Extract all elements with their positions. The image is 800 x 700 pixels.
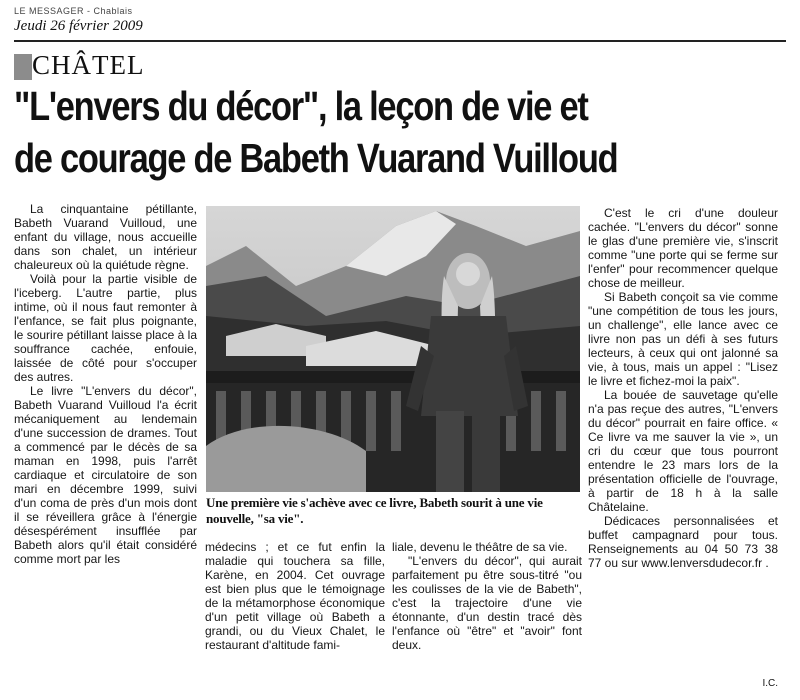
paragraph: C'est le cri d'une douleur cachée. "L'envers du décor" sonne le glas d'une première vie, s'inscrit comme "une porte qui se ferme sur l'enfer" pour recommencer quelque chose de meilleur. [588, 206, 778, 290]
section-marker [14, 54, 32, 80]
photo-caption: Une première vie s'achève avec ce livre, Babeth sourit à une vie nouvelle, "sa vie". [206, 495, 543, 526]
article-headline [14, 80, 669, 184]
section-heading [14, 51, 144, 82]
photo-mountain-chalet [206, 206, 580, 492]
paragraph: La cinquantaine pétillante, Babeth Vuarand Vuilloud, une enfant du village, nous accueille dans son chalet, un intérieur chaleureux où la quiétude règne. [14, 202, 197, 272]
header-divider [14, 40, 786, 42]
paragraph: Voilà pour la partie visible de l'iceberg. L'autre partie, plus intime, où il nous faut remonter à l'enfance, se fait plus poignante, le sourire pétillant laisse place à la souffrance cachée, enfouie, laissée de côté pour s'occuper des autres. [14, 272, 197, 384]
article-column-4 [588, 206, 778, 570]
paragraph: La bouée de sauvetage qu'elle n'a pas reçue des autres, "L'envers du décor" pourrait en faire office. « Ce livre va me sauver la vie », un cri du cœur que tous pourront entendre le 23 mars lors de la présentation officielle de l'ouvrage, à partir de 18 h à la salle Châtelaine. [588, 388, 778, 514]
paragraph: Si Babeth conçoit sa vie comme "une compétition de tous les jours, un challenge", elle lance avec ce livre non pas un défi à ses futurs lecteurs, à ceux qui ont jalonné sa vie, à tous, mais un appel : "Lisez le livre et fichez-moi la paix". [588, 290, 778, 388]
section-label: CHÂTEL [32, 50, 145, 80]
publication-name: LE MESSAGER - Chablais [14, 6, 133, 16]
article-column-3 [392, 540, 582, 652]
article-column-2 [205, 540, 385, 652]
paragraph: liale, devenu le théâtre de sa vie. [392, 540, 568, 554]
author-initials: I.C. [762, 678, 778, 689]
publication-date: Jeudi 26 février 2009 [14, 18, 143, 34]
article-column-1 [14, 202, 197, 566]
paragraph: médecins ; et ce fut enfin la maladie qui touchera sa fille, Karène, en 2004. Cet ouvrage est bien plus que le témoignage de la métamorphose économique d'un petit village où Babeth a grandi, ou du Vieux Chalet, le restaurant d'altitude fami- [205, 540, 385, 652]
paragraph: "L'envers du décor", qui aurait parfaitement pu être sous-titré "ou les coulisses de la vie de Babeth", c'est la trajectoire d'une vie étonnante, d'un destin tracé dès l'enfance où "être" et "avoir" font deux. [392, 554, 582, 652]
paragraph: Le livre "L'envers du décor", Babeth Vuarand Vuilloud l'a écrit mécaniquement au lendemain d'une succession de drames. Tout a commencé par le décès de sa maman en 1998, puis l'arrêt cardiaque et circulatoire de son mari en décembre 1999, suivi d'un coma de près d'un mois dont il se réveillera grâce à l'énergie désespérément insufflée par Babeth alors qu'il était considéré comme mort par les [14, 384, 197, 566]
article-photo [206, 206, 580, 492]
headline-line-2: de courage de Babeth Vuarand Vuilloud [14, 135, 618, 181]
headline-line-1: "L'envers du décor", la leçon de vie et [14, 83, 588, 129]
paragraph: Dédicaces personnalisées et buffet campagnard pour tous. Renseignements au 04 50 73 38 77 ou sur www.lenversdudecor.fr . [588, 514, 778, 570]
